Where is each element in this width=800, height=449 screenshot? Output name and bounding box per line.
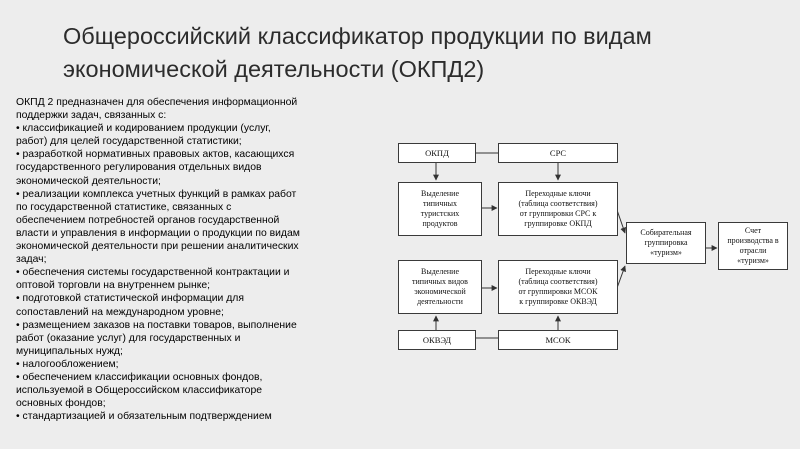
- select-activity-box: Выделение типичных видов экономической деятельности: [398, 260, 482, 314]
- body-line: государственного регулирования отдельных видов: [16, 162, 262, 174]
- body-line: работ) для целей государственной статистики;: [16, 136, 242, 148]
- body-line: • обеспечения системы государственной контрактации и: [16, 267, 290, 279]
- body-line: • стандартизацией и обязательным подтверждением: [16, 411, 272, 423]
- okved-box: ОКВЭД: [398, 330, 476, 350]
- body-line: работ (оказание услуг) для государственных и: [16, 332, 241, 344]
- slide-title: [63, 20, 783, 86]
- classification-diagram: [394, 138, 794, 360]
- body-line: • реализации комплекса учетных функций в рамках работ: [16, 188, 297, 200]
- okpd-box: ОКПД: [398, 143, 476, 163]
- body-line: • размещением заказов на поставки товаров, выполнение: [16, 319, 297, 331]
- body-line: поддержки задач, связанных с:: [16, 110, 167, 122]
- srs-box: СРС: [498, 143, 618, 163]
- body-line: экономической деятельности при решении аналитических: [16, 241, 299, 253]
- body-line: власти и управления в информации о продукции по видам: [16, 227, 300, 239]
- grouping-box: Собирательная группировка «туризм»: [626, 222, 706, 264]
- title-line: экономической деятельности (ОКПД2): [63, 56, 485, 82]
- body-line: оптовой торговли на внутреннем рынке;: [16, 280, 211, 292]
- account-box: Счет производства в отрасли «туризм»: [718, 222, 788, 270]
- select-tourist-box: Выделение типичных туристских продуктов: [398, 182, 482, 236]
- body-line: задач;: [16, 254, 47, 266]
- body-text: [16, 96, 394, 423]
- body-line: • разработкой нормативных правовых актов, касающихся: [16, 149, 295, 161]
- keys-srs-box: Переходные ключи (таблица соответствия) от группировки СРС к группировке ОКПД: [498, 182, 618, 236]
- title-line: Общероссийский классификатор продукции по видам: [63, 23, 652, 49]
- body-line: муниципальных нужд;: [16, 345, 123, 357]
- keys-msok-box: Переходные ключи (таблица соответствия) от группировки МСОК к группировке ОКВЭД: [498, 260, 618, 314]
- arrow-keys-srs-grouping: [617, 210, 625, 233]
- msok-box: МСОК: [498, 330, 618, 350]
- arrow-keys-msok-grouping: [617, 266, 625, 288]
- body-line: • налогообложением;: [16, 358, 119, 370]
- body-line: основных фондов;: [16, 398, 106, 410]
- body-line: • подготовкой статистической информации для: [16, 293, 244, 305]
- body-line: ОКПД 2 предназначен для обеспечения информационной: [16, 97, 298, 108]
- body-line: по государственной статистике, связанных с: [16, 201, 232, 213]
- body-line: обеспечением потребностей органов государственной: [16, 214, 280, 226]
- body-line: • обеспечением классификации основных фондов,: [16, 371, 263, 383]
- body-line: используемой в Общероссийском классификаторе: [16, 385, 263, 397]
- body-line: экономической деятельности;: [16, 175, 161, 187]
- body-line: • классификацией и кодированием продукции (услуг,: [16, 123, 271, 135]
- body-line: сопоставлений на международном уровне;: [16, 306, 224, 318]
